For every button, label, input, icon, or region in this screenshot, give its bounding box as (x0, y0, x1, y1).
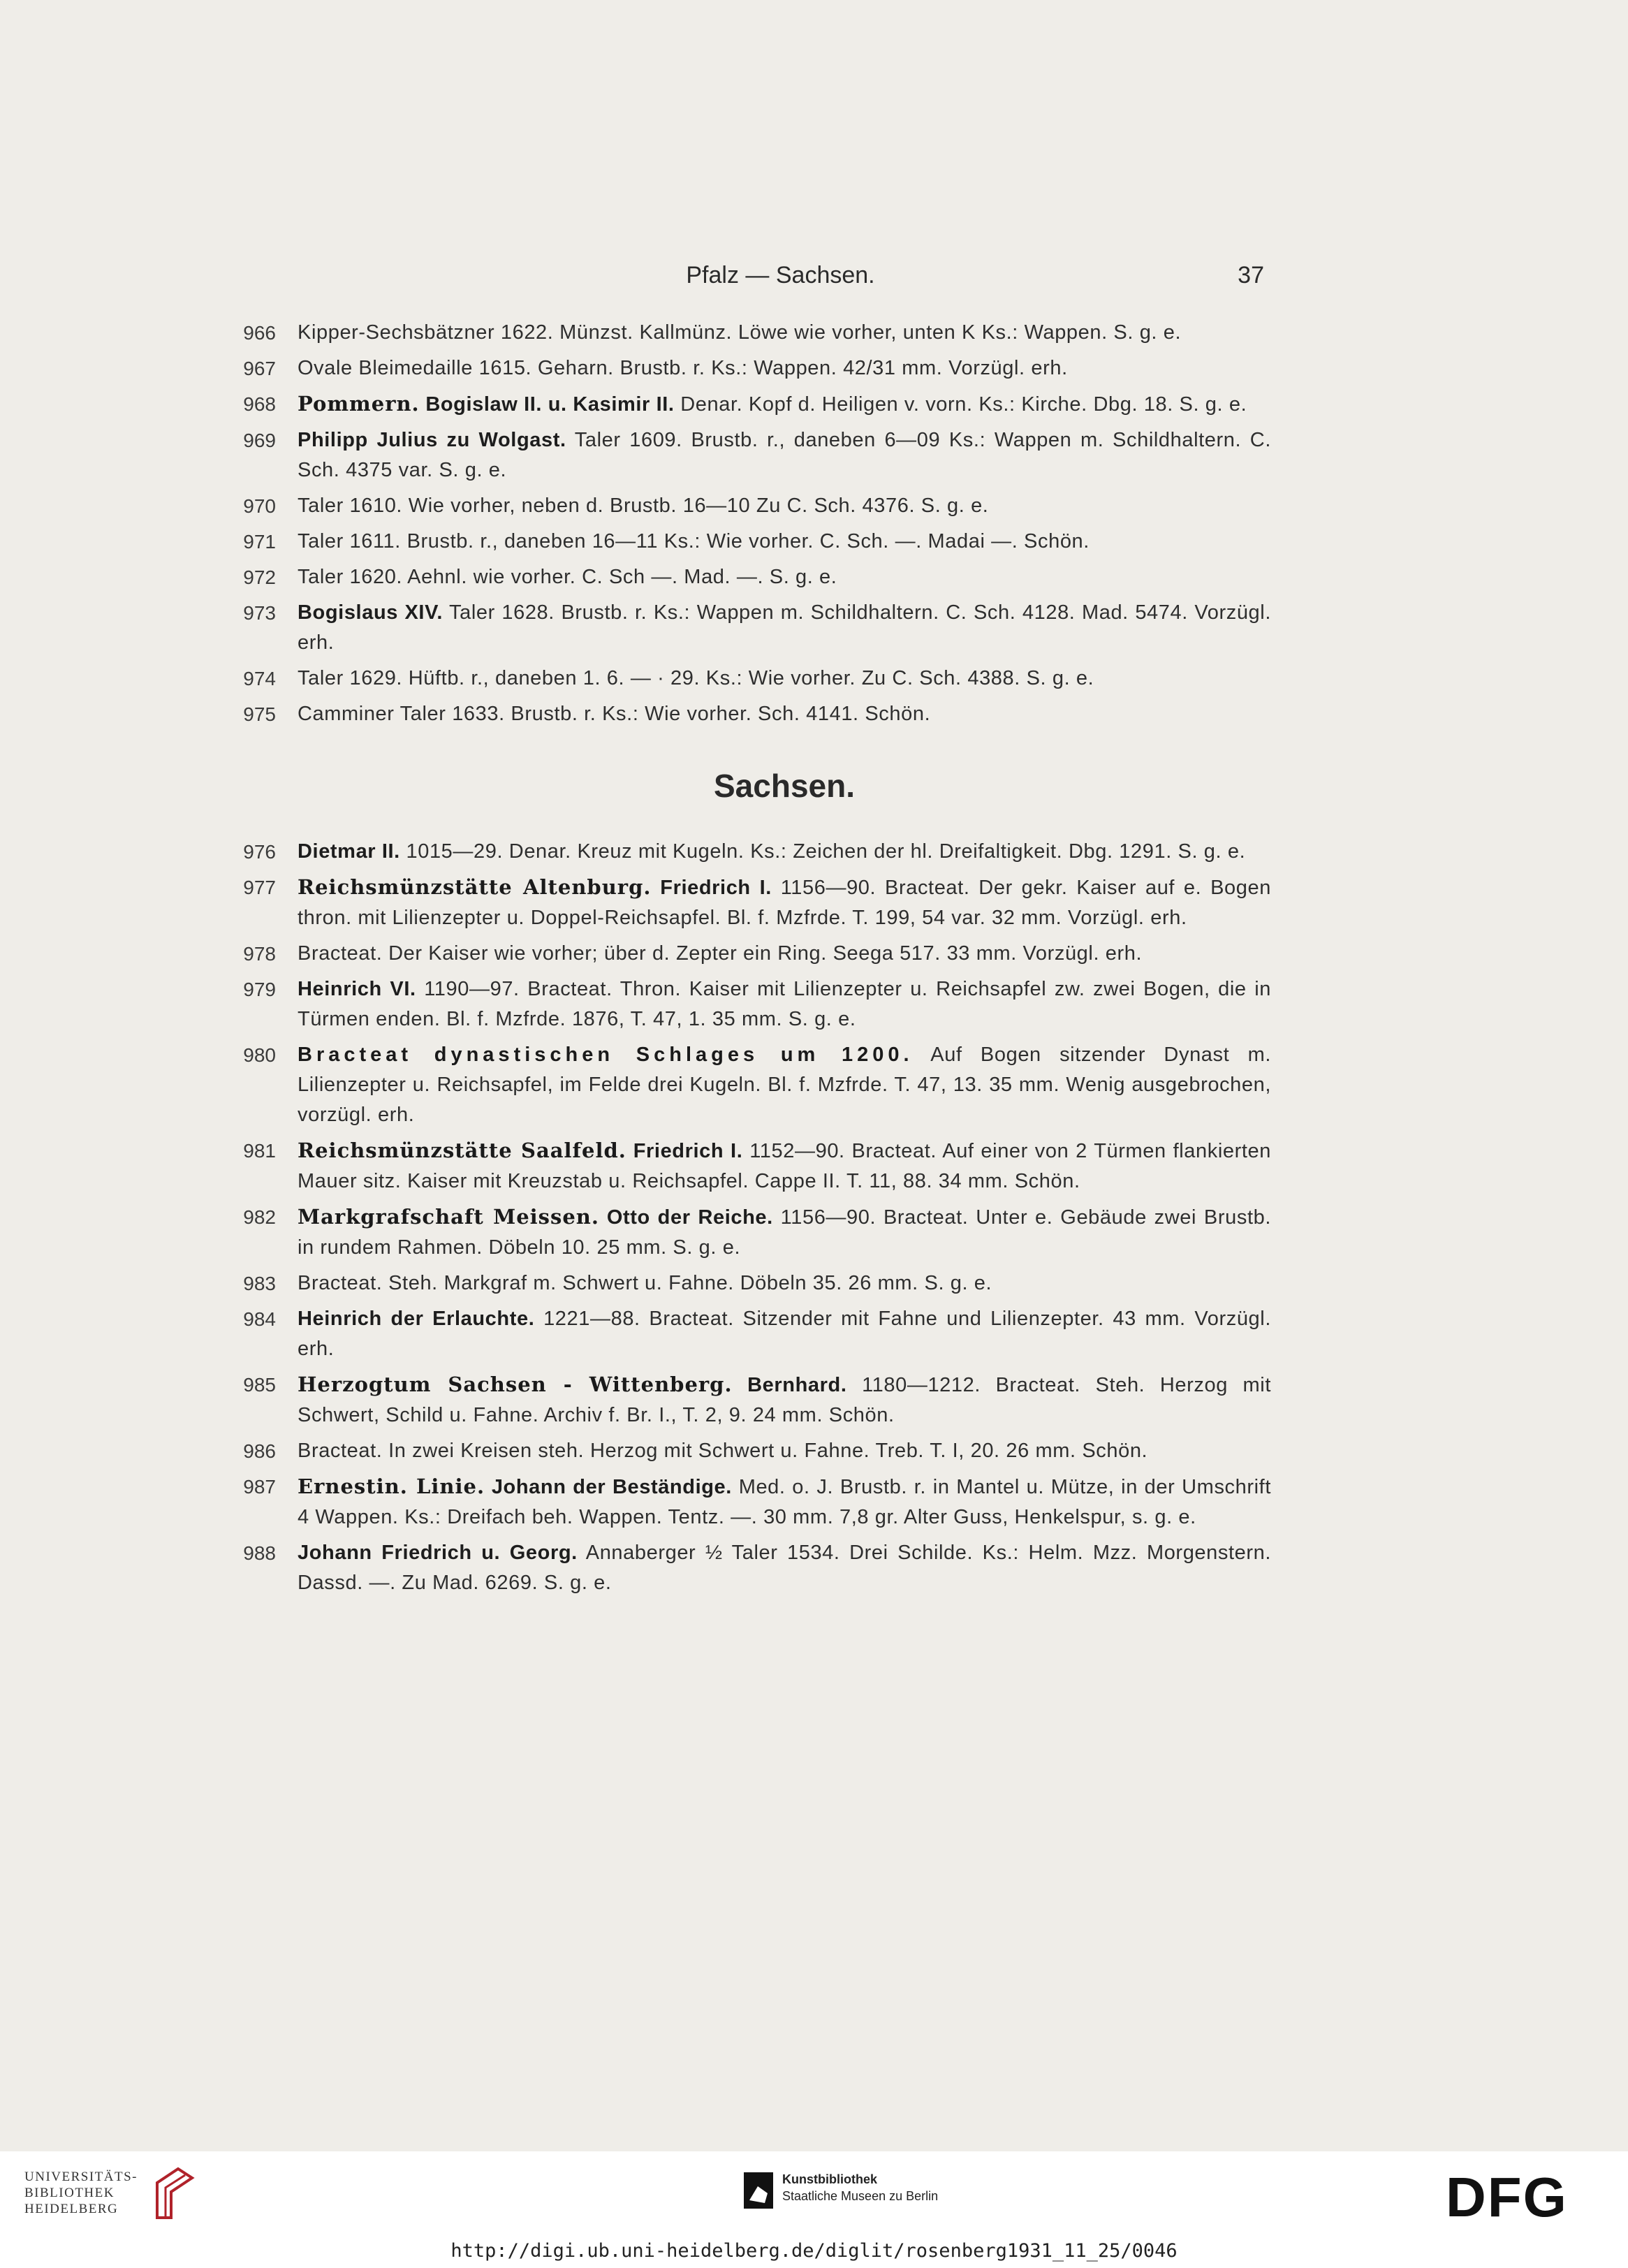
entry-ruler-name: Otto der Reiche. (606, 1206, 773, 1229)
section-title: Sachsen. (714, 768, 855, 804)
catalog-entry (230, 664, 1271, 694)
entry-ruler-name: Johann der Beständige. (491, 1476, 732, 1498)
entry-number: 982 (243, 1206, 276, 1228)
entry-text (298, 562, 1271, 592)
entry-text (298, 699, 1271, 729)
entry-number: 969 (243, 430, 276, 451)
entry-number: 987 (243, 1476, 276, 1498)
entry-number: 981 (243, 1140, 276, 1162)
entry-text (298, 425, 1271, 485)
entry-description: Bracteat. Steh. Markgraf m. Schwert u. Fahne. Döbeln 35. 26 mm. S. g. e. (298, 1272, 992, 1294)
entry-text (298, 1436, 1271, 1466)
catalog-entry (230, 1040, 1271, 1130)
entry-ruler-name: Friedrich I. (633, 1140, 743, 1162)
entry-text (298, 389, 1271, 420)
entry-ruler-name: Heinrich der Erlauchte. (298, 1308, 535, 1330)
catalog-entry (230, 837, 1271, 867)
entry-region-heading: Markgrafschaft Meissen. (298, 1205, 599, 1229)
entry-region-heading: Reichsmünzstätte Altenburg. (298, 875, 652, 899)
entry-text (298, 1268, 1271, 1298)
kunstbibliothek-logo-text[interactable] (782, 2171, 938, 2204)
catalog-entry (230, 353, 1271, 383)
entry-description: 1190—97. Bracteat. Thron. Kaiser mit Lilienzepter u. Reichsapfel zw. zwei Bogen, die in Türmen enden. Bl. f. Mzfrde. 1876, T. 47, 1. 35 mm. S. g. e. (298, 978, 1271, 1030)
entry-ruler-name: Friedrich I. (660, 877, 772, 899)
entry-spaced-heading: Bracteat dynastischen Schlages um 1200. (298, 1044, 914, 1066)
entry-ruler-name: Dietmar II. (298, 840, 400, 863)
catalog-entry (230, 1370, 1271, 1431)
heidelberg-logo-icon[interactable] (150, 2165, 199, 2221)
entry-text (298, 353, 1271, 383)
entry-region-heading: Herzogtum Sachsen - Wittenberg. (298, 1373, 733, 1396)
dfg-logo[interactable]: DFG (1446, 2166, 1568, 2228)
catalog-entry (230, 1472, 1271, 1532)
entry-description: Bracteat. Der Kaiser wie vorher; über d. Zepter ein Ring. Seega 517. 33 mm. Vorzügl. erh. (298, 942, 1143, 965)
entry-text (298, 974, 1271, 1034)
entry-text (298, 664, 1271, 694)
entry-number: 967 (243, 358, 276, 379)
catalog-entry (230, 974, 1271, 1034)
entry-region-heading: Ernestin. Linie. (298, 1475, 485, 1498)
logo-line: HEIDELBERG (24, 2202, 119, 2216)
entry-description: 1015—29. Denar. Kreuz mit Kugeln. Ks.: Zeichen der hl. Dreifaltigkeit. Dbg. 1291. S. g. e. (406, 840, 1246, 863)
entry-text (298, 1040, 1271, 1130)
entry-number: 975 (243, 703, 276, 725)
entry-description: Ovale Bleimedaille 1615. Geharn. Brustb. r. Ks.: Wappen. 42/31 mm. Vorzügl. erh. (298, 357, 1068, 379)
heidelberg-logo-text[interactable] (24, 2169, 138, 2217)
entry-text (298, 527, 1271, 557)
catalog-entry (230, 1538, 1271, 1598)
entry-number: 970 (243, 495, 276, 517)
entry-number: 979 (243, 979, 276, 1000)
catalog-entries (230, 318, 1271, 1604)
entry-description: Annaberger ½ Taler 1534. Drei Schilde. Ks.: Helm. Mzz. Morgenstern. Dassd. —. Zu Mad. 6269. S. g. e. (298, 1542, 1272, 1594)
entry-text (298, 1538, 1271, 1598)
entry-description: 1180—1212. Bracteat. Steh. Herzog mit Schwert, Schild u. Fahne. Archiv f. Br. I., T. 2, 9. 24 mm. Schön. (298, 1374, 1271, 1426)
entry-text (298, 1304, 1271, 1364)
entry-description: Taler 1620. Aehnl. wie vorher. C. Sch —. Mad. —. S. g. e. (298, 566, 837, 588)
catalog-entry (230, 318, 1271, 348)
entry-text (298, 872, 1271, 933)
entry-ruler-name: Bernhard. (747, 1374, 847, 1396)
catalog-entry (230, 562, 1271, 592)
entry-number: 983 (243, 1273, 276, 1294)
entry-region-heading: Reichsmünzstätte Saalfeld. (298, 1139, 626, 1162)
entry-number: 966 (243, 322, 276, 344)
catalog-entry (230, 598, 1271, 658)
entry-description: Taler 1629. Hüftb. r., daneben 1. 6. — · 29. Ks.: Wie vorher. Zu C. Sch. 4388. S. g. e. (298, 667, 1094, 689)
entry-number: 976 (243, 841, 276, 863)
page-header (297, 262, 1264, 304)
entries-sachsen (230, 837, 1271, 1598)
entry-text (298, 318, 1271, 348)
entry-number: 980 (243, 1044, 276, 1066)
entry-text (298, 1472, 1271, 1532)
logo-subtitle: Staatliche Museen zu Berlin (782, 2189, 939, 2203)
entry-description: 1156—90. Bracteat. Der gekr. Kaiser auf e. Bogen thron. mit Lilienzepter u. Doppel-Reichsapfel. Bl. f. Mzfrde. T. 199, 54 var. 32 mm. Vorzügl. erh. (298, 877, 1271, 929)
entry-number: 973 (243, 602, 276, 624)
entry-text (298, 939, 1271, 969)
page-url[interactable]: http://digi.ub.uni-heidelberg.de/diglit/rosenberg1931_11_25/0046 (450, 2240, 1178, 2262)
entry-number: 988 (243, 1542, 276, 1564)
entry-text (298, 1202, 1271, 1263)
entry-number: 985 (243, 1374, 276, 1396)
catalog-entry (230, 389, 1271, 420)
catalog-entry (230, 1202, 1271, 1263)
catalog-entry (230, 1136, 1271, 1197)
entry-description: Auf Bogen sitzender Dynast m. Lilienzepter u. Reichsapfel, im Felde drei Kugeln. Bl. f. Mzfrde. T. 47, 13. 35 mm. Wenig ausgebrochen, vorzügl. erh. (298, 1044, 1272, 1126)
entry-number: 984 (243, 1308, 276, 1330)
entry-number: 977 (243, 877, 276, 898)
entry-text (298, 491, 1271, 521)
entry-description: Taler 1628. Brustb. r. Ks.: Wappen m. Schildhaltern. C. Sch. 4128. Mad. 5474. Vorzügl. erh. (298, 601, 1271, 654)
entry-description: 1152—90. Bracteat. Auf einer von 2 Türmen flankierten Mauer sitz. Kaiser mit Kreuzstab u. Reichsapfel. Cappe II. T. 11, 88. 34 mm. Schön. (298, 1140, 1271, 1192)
catalog-entry (230, 872, 1271, 933)
catalog-entry (230, 1304, 1271, 1364)
entry-number: 974 (243, 668, 276, 689)
entry-description: Med. o. J. Brustb. r. in Mantel u. Mütze, in der Umschrift 4 Wappen. Ks.: Dreifach beh. Wappen. Tentz. —. 30 mm. 7,8 gr. Alter Guss, Henkelspur, s. g. e. (298, 1476, 1271, 1528)
logo-line: BIBLIOTHEK (24, 2186, 115, 2200)
entry-text (298, 598, 1271, 658)
entry-number: 968 (243, 393, 276, 415)
entry-number: 978 (243, 943, 276, 965)
entry-description: Kipper-Sechsbätzner 1622. Münzst. Kallmünz. Löwe wie vorher, unten K Ks.: Wappen. S. g. e. (298, 321, 1182, 344)
entry-description: Denar. Kopf d. Heiligen v. vorn. Ks.: Kirche. Dbg. 18. S. g. e. (680, 393, 1247, 416)
catalog-entry (230, 1436, 1271, 1466)
catalog-entry (230, 1268, 1271, 1298)
entry-description: Camminer Taler 1633. Brustb. r. Ks.: Wie vorher. Sch. 4141. Schön. (298, 703, 931, 725)
entry-description: 1156—90. Bracteat. Unter e. Gebäude zwei Brustb. in rundem Rahmen. Döbeln 10. 25 mm. S. g. e. (298, 1206, 1271, 1259)
entry-number: 971 (243, 531, 276, 553)
logo-title: Kunstbibliothek (782, 2172, 877, 2186)
entry-description: Bracteat. In zwei Kreisen steh. Herzog mit Schwert u. Fahne. Treb. T. I, 20. 26 mm. Schön. (298, 1440, 1148, 1462)
entry-description: 1221—88. Bracteat. Sitzender mit Fahne und Lilienzepter. 43 mm. Vorzügl. erh. (298, 1308, 1271, 1360)
entry-ruler-name: Johann Friedrich u. Georg. (298, 1542, 578, 1564)
catalog-entry (230, 939, 1271, 969)
entry-description: Taler 1610. Wie vorher, neben d. Brustb. 16—10 Zu C. Sch. 4376. S. g. e. (298, 495, 989, 517)
entry-description: Taler 1609. Brustb. r., daneben 6—09 Ks.: Wappen m. Schildhaltern. C. Sch. 4375 var. S. g. e. (298, 429, 1271, 481)
running-title: Pfalz — Sachsen. (686, 262, 875, 288)
entry-ruler-name: Philipp Julius zu Wolgast. (298, 429, 566, 451)
catalog-entry (230, 425, 1271, 485)
entry-ruler-name: Bogislaus XIV. (298, 601, 443, 624)
entries-pommern (230, 318, 1271, 729)
page-number: 37 (1238, 262, 1264, 288)
catalog-entry (230, 699, 1271, 729)
entry-region-heading: Pommern. (298, 392, 420, 416)
logo-line: UNIVERSITÄTS- (24, 2170, 138, 2184)
entry-number: 986 (243, 1440, 276, 1462)
catalog-entry (230, 491, 1271, 521)
entry-ruler-name: Bogislaw II. u. Kasimir II. (425, 393, 675, 416)
entry-number: 972 (243, 566, 276, 588)
kunstbibliothek-logo-icon[interactable] (744, 2172, 773, 2209)
entry-ruler-name: Heinrich VI. (298, 978, 416, 1000)
entry-text (298, 1370, 1271, 1431)
entry-description: Taler 1611. Brustb. r., daneben 16—11 Ks.: Wie vorher. C. Sch. —. Madai —. Schön. (298, 530, 1090, 553)
catalog-entry (230, 527, 1271, 557)
entry-text (298, 1136, 1271, 1197)
entry-text (298, 837, 1271, 867)
